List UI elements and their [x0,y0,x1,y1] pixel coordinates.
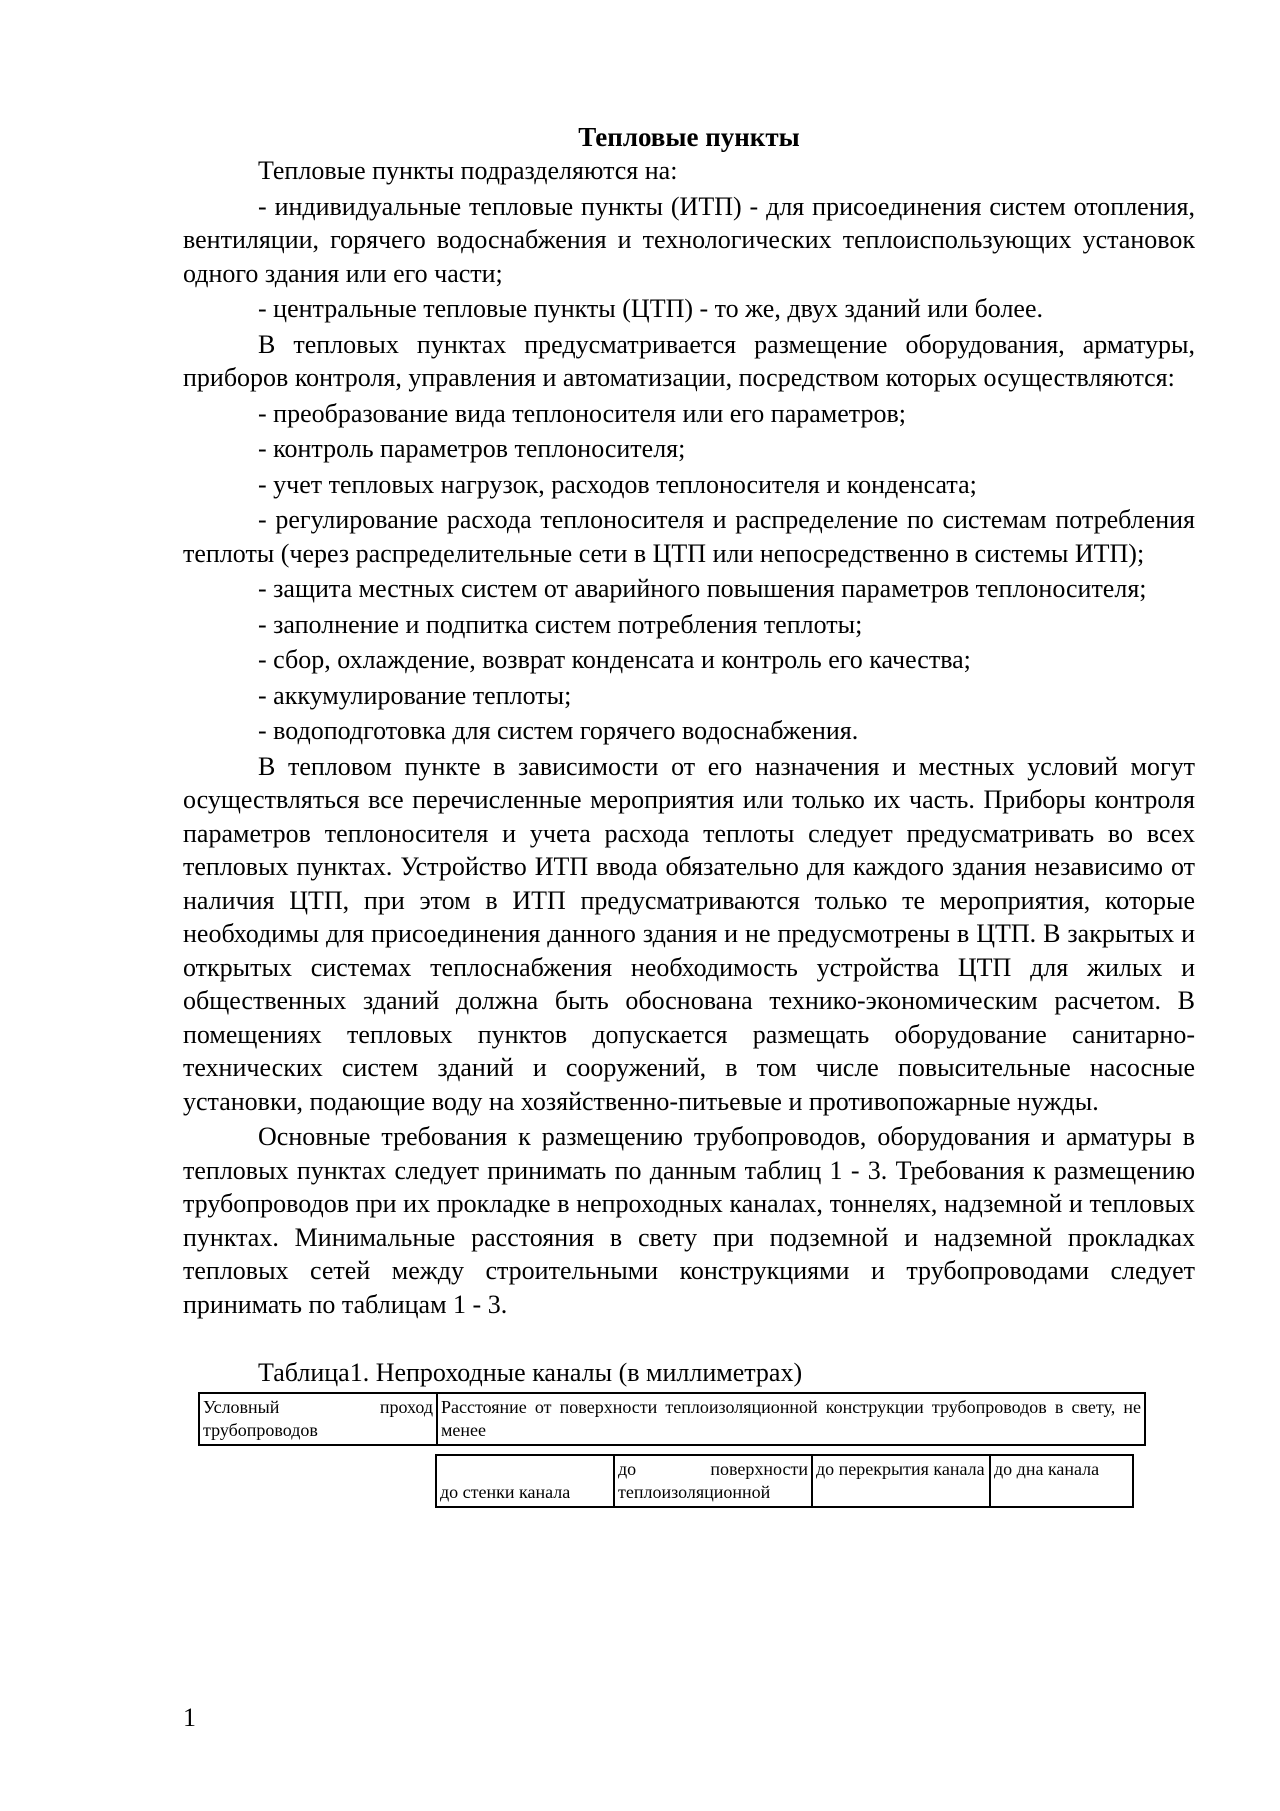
table-subheader-text: до дна канала [994,1458,1100,1479]
list-item: - учет тепловых нагрузок, расходов теплоносителя и конденсата; [258,469,977,499]
paragraph: - центральные тепловые пункты (ЦТП) - то же, двух зданий или более. [258,294,1044,323]
list-item: - защита местных систем от аварийного повышения параметров теплоносителя; [258,574,1147,603]
document-title: Тепловые пункты [578,122,800,152]
table-header-cell [199,1393,437,1445]
table-subheader-text: до поверхности теплоизоляционной [618,1458,808,1502]
list-item: - регулирование расхода теплоносителя и распределение по системам потребления теплоты (через распределительные сети в ЦТП или непосредственно в системы ИТП); [183,505,1195,568]
table-header-text: Расстояние от поверхности теплоизоляционной конструкции трубопроводов в свету, не менее [441,1396,1141,1440]
list-item: - преобразование вида теплоносителя или его параметров; [258,398,906,428]
page-number: 1 [183,1703,196,1732]
table-subheader-cell [990,1455,1133,1507]
paragraph: - индивидуальные тепловые пункты (ИТП) - для присоединения систем отопления, вентиляции, горячего водоснабжения и технологических теплоиспользующих установок одного здания или его части; [183,191,1195,288]
list-item: - аккумулирование теплоты; [258,680,572,710]
paragraph: Тепловые пункты подразделяются на: [258,156,678,185]
list-item: - сбор, охлаждение, возврат конденсата и контроль его качества; [258,645,971,674]
table-header-text: Условный проход трубопроводов [203,1396,433,1440]
list-item: - контроль параметров теплоносителя; [258,434,686,463]
table-subheader-text: до стенки канала [440,1481,571,1502]
list-item: - водоподготовка для систем горячего водоснабжения. [258,716,859,745]
table-subheader-cell [436,1455,614,1507]
list-item: - заполнение и подпитка систем потребления теплоты; [258,609,863,639]
table-row [436,1455,1133,1507]
table-subheader-text: до перекрытия канала [816,1458,985,1479]
paragraph: В тепловом пункте в зависимости от его назначения и местных условий могут осуществляться все перечисленные мероприятия или только их часть. Приборы контроля параметров теплоносителя и учета расхода теплоты следует предусматривать во всех тепловых пунктах. Устройство ИТП ввода обязательно для каждого здания независимо от наличия ЦТП, при этом в ИТП предусматриваются только те мероприятия, которые необходимы для присоединения данного здания и не предусмотрены в ЦТП. В закрытых и открытых системах теплоснабжения необходимость устройства ЦТП для жилых и общественных зданий должна быть обоснована технико-экономическим расчетом. В помещениях тепловых пунктов допускается размещать оборудование санитарно-технических систем зданий и сооружений, в том числе повысительные насосные установки, подающие воду на хозяйственно-питьевые и противопожарные нужды. [183,751,1195,1116]
document-page [183,120,1195,1508]
table-subheader-cell [812,1455,990,1507]
clearance-table [198,1392,1146,1446]
paragraph: Основные требования к размещению трубопроводов, оборудования и арматуры в тепловых пунктах следует принимать по данным таблиц 1 - 3. Требования к размещению трубопроводов при их прокладке в непроходных каналах, тоннелях, надземной и тепловых пунктах. Минимальные расстояния в свету при подземной и надземной прокладках тепловых сетей между строительными конструкциями и трубопроводами следует принимать по таблицам 1 - 3. [183,1122,1195,1319]
table-subheader-cell [614,1455,812,1507]
table-row [199,1393,1145,1445]
table-caption: Таблица1. Непроходные каналы (в миллиметрах) [258,1358,803,1387]
clearance-subtable [435,1454,1134,1508]
table-header-cell [437,1393,1145,1445]
paragraph: В тепловых пунктах предусматривается размещение оборудования, арматуры, приборов контроля, управления и автоматизации, посредством которых осуществляются: [183,329,1195,392]
